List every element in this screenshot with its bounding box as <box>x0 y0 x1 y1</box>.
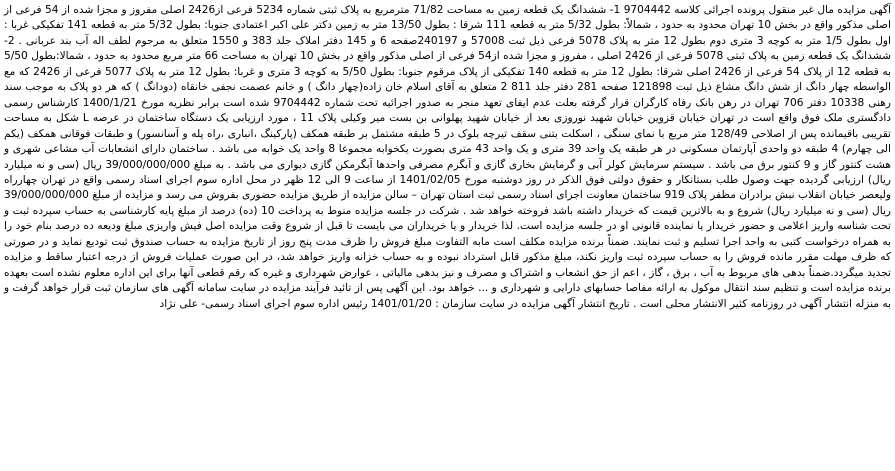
notice-text: آگهی مزایده مال غیر منقول پرونده اجرائی کلاسه 9704442 1- ششدانگ یک قطعه زمین به مساحت 71/82 مترمربع به پلاک ثبتی شماره 5234 فرعی از2426 اصلی مفروز و مجزا شده از 54 فرعی از اصلی مذکور واقع در بخش 10 تهران محدود به حدود ، شمالاً: بطول 5/32 متر به قطعه 111 شرقا : بطول 13/50 متر به زمین دکتر علی اکبر اعتمادی جنوبا: بطول 5/32 متر به قطعه 141 تفکیکی غربا : اول بطول 1/5 متر به کوچه 3 متری دوم بطول 12 متر به پلاک 5078 فرعی ذیل ثبت 57008 و 240197صفحه 6 و 145 دفتر املاک جلد 383 و 1550 متعلق به مرحوم لطف اله آب بند عربانی . 2- ششدانگ یک قطعه زمین به پلاک ثبتی 5078 فرعی از 2426 اصلی ، مفروز و مجزا شده از54 فرعی از اصلی مذکور واقع در بخش 10 تهران به مساحت 66 متر مربع محدود به حدود ، شمالا:بطول 5/50 به قطعه 12 از پلاک 54 فرعی از 2426 اصلی شرقا: بطول 12 متر به قطعه 140 تفکیکی از پلاک مرقوم جنوبا: بطول 5/50 به کوچه 3 متری و غربا: بطول 12 متر به پلاک 5077 فرعی از 2426 که مع الواسطه چهار دانگ از شش دانگ مشاع ذیل ثبت 121898 صفحه 281 دفتر جلد 811 2 متعلق به آقای اسلام خان زاده(چهار دانگ ) و خانم عصمت نجفی خانقاه (دودانگ ) که هر دو پلاک به موجب سند رهنی 10338 دفتر 706 تهران در رهن بانک رفاه کارگران قرار گرفته بعلت عدم ایفای تعهد منجر به صدور اجرائیه تحت شماره 9704442 شده است برابر نظریه مورخ 1400/1/21 کارشناس رسمی دادگستری ملک فوق واقع است در تهران خیابان قزوین خیابان شهید نوروزی بعد از خیابان شهید پهلوانی بن بست میر وکیلی پلاک 11 ، مورد ارزیابی یک دستگاه ساختمان در عرصه L شکل به مساحت تقریبی باقیمانده پس از اصلاحی 128/49 متر مربع با نمای سنگی ، اسکلت بتنی سقف تیرچه بلوک در 5 طبقه مشتمل بر طبقه همکف (پارکینگ ،انباری ،راه پله و آسانسور) و طبقات فوقانی همکف (یکم الی چهارم) 4 طبقه دو واحدی آپارتمان مسکونی در هر طبقه یک واحد 39 متری و یک واحد 43 متری بصورت یکخوابه مجموعا 8 واحد یک خوابه می باشد . ساختمان دارای انشعابات آب مشاعی شهری و هشت کنتور گاز و 9 کنتور برق می باشد . سیستم سرمایش کولر آبی و گرمایش بخاری گازی و آبگرم مصرفی واحدها آبگرمکن گازی دیواری می باشد . به مبلغ 39/000/000/000 ریال (سی و نه میلیارد ریال) ارزیابی گردیده جهت وصول طلب بستانکار و حقوق دولتی فوق الذکر در روز دوشنبه مورخ 1401/02/05 از ساعت 9 الی 12 ظهر در محل اداره سوم اجرای اسناد رسمی واقع در تهران چهارراه ولیعصر خیابان انقلاب نبش برادران مظفر پلاک 919 ساختمان معاونت اجرای اسناد رسمی ثبت استان تهران – سالن مزایده از طریق مزایده حضوری بفروش می رسد و مزایده از مبلغ 39/000/000/000 ریال (سی و نه میلیارد ریال) شروع و به بالاترین قیمت که خریدار داشته باشد فروخته خواهد شد . شرکت در جلسه مزایده منوط به پرداخت 10 (ده) درصد از مبلغ پایه کارشناسی به حساب سپرده ثبت و تحت شناسه واریز اعلامی و حضور خریدار یا نماینده قانونی او در جلسه مزایده است. لذا خریدار و یا خریداران می بایست تا قبل از شروع وقت مزایده اصل فیش واریزی مبلغ ودیعه ده درصد بنام خود را به همراه درخواست کتبی به واحد اجرا تسلیم و ثبت نمایند. ضمناً برنده مزایده مکلف است مابه التفاوت مبلغ فروش را ظرف مدت پنج روز از تاریخ مزایده به حساب صندوق ثبت تودیع نماید و در صورتی که ظرف مهلت مقرر مانده فروش را به حساب سپرده ثبت واریز نکند، مبلغ مذکور قابل استرداد نبوده و به حساب خزانه واریز خواهد شد، در این صورت عملیات فروش از درجه اعتبار ساقط و مزایده تجدید میگردد.ضمناً بدهی های مربوط به آب ، برق ، گاز ، اعم از حق انشعاب و اشتراک و مصرف و نیز بدهی مالیاتی ، عوارض شهرداری و غیره که رقم قطعی آنها برای این اداره معلوم نشده است بعهده برنده مزایده است و تنظیم سند انتقال موکول به ارائه مفاصا حسابهای دارایی و شهرداری و ... خواهد بود. این آگهی پس از تائید فرآیند مزایده در سایت سامانه آگهی های سازمان ثبت قرار خواهد گرفت و به منزله انتشار آگهی در روزنامه کثیر الانتشار محلی است . تاریخ انتشار آگهی مزایده در سایت سازمان : 1401/01/20 رئیس اداره سوم اجرای اسناد رسمی- علی نژاد <box>4 4 892 310</box>
